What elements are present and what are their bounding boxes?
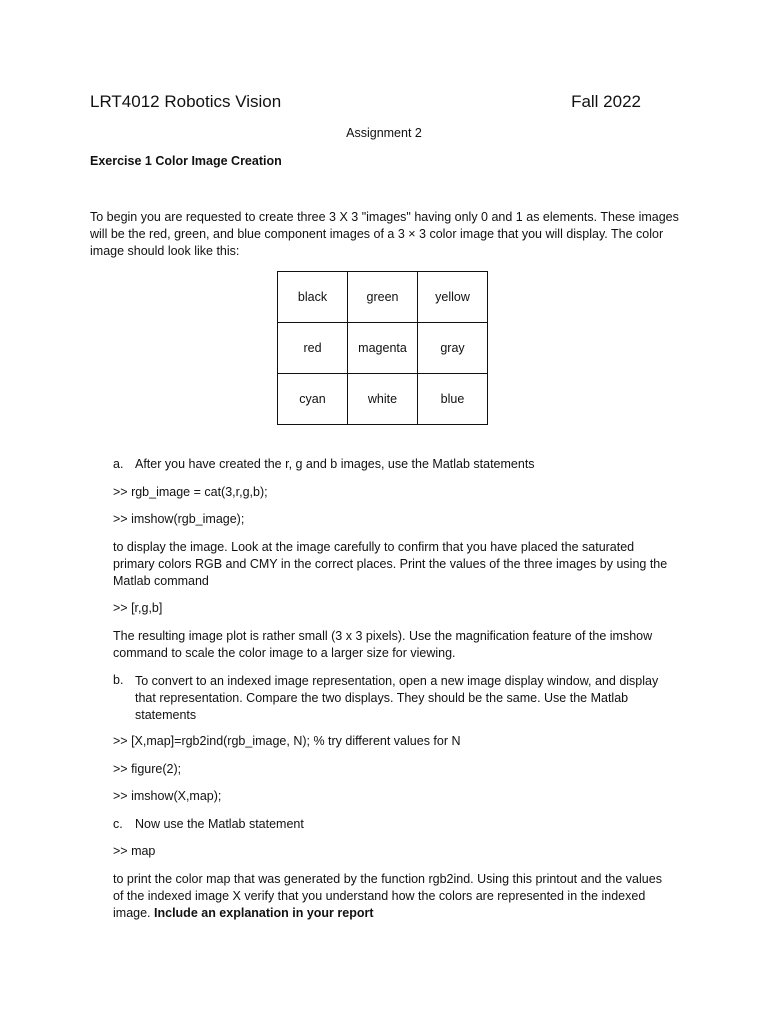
grid-cell: white — [348, 374, 418, 425]
part-c-marker: c. — [113, 817, 123, 831]
part-a-paragraph-2: The resulting image plot is rather small (3 x 3 pixels). Use the magnification feature of the imshow command to scale the color image to a larger size for viewing. — [113, 629, 653, 660]
part-c-paragraph-text: to print the color map that was generated by the function rgb2ind. Using this printout and the values of the indexed image X verify that you understand how the colors are represented in the indexed image. — [113, 872, 662, 920]
grid-cell: gray — [418, 323, 488, 374]
code-line: >> imshow(X,map); — [113, 789, 222, 803]
exercise-title: Exercise 1 Color Image Creation — [90, 154, 282, 168]
grid-cell: magenta — [348, 323, 418, 374]
grid-row — [278, 323, 488, 374]
color-grid-table — [277, 271, 488, 425]
code-line: >> [X,map]=rgb2ind(rgb_image, N); % try different values for N — [113, 734, 461, 748]
grid-row — [278, 374, 488, 425]
code-line: >> rgb_image = cat(3,r,g,b); — [113, 485, 268, 499]
code-line: >> [r,g,b] — [113, 601, 163, 615]
code-line: >> imshow(rgb_image); — [113, 512, 245, 526]
grid-row — [278, 272, 488, 323]
course-title: LRT4012 Robotics Vision — [90, 92, 282, 111]
grid-cell: black — [278, 272, 348, 323]
part-b-marker: b. — [113, 673, 124, 687]
intro-paragraph: To begin you are requested to create three 3 X 3 "images" having only 0 and 1 as elements. These images will be the red, green, and blue component images of a 3 × 3 color image that you will display. The color image should look like this: — [90, 210, 679, 258]
part-a-paragraph: to display the image. Look at the image carefully to confirm that you have placed the saturated primary colors RGB and CMY in the correct places. Print the values of the three images by using the Matlab command — [113, 540, 668, 588]
code-line: >> figure(2); — [113, 762, 182, 776]
assignment-label: Assignment 2 — [346, 126, 422, 140]
code-line: >> map — [113, 844, 156, 858]
grid-cell: yellow — [418, 272, 488, 323]
grid-cell: green — [348, 272, 418, 323]
part-a-text: After you have created the r, g and b images, use the Matlab statements — [135, 457, 535, 471]
part-b-text: To convert to an indexed image representation, open a new image display window, and display that representation. Compare the two displays. They should be the same. Use the Matlab statements — [135, 674, 659, 722]
grid-cell: red — [278, 323, 348, 374]
grid-cell: blue — [418, 374, 488, 425]
part-c-text: Now use the Matlab statement — [135, 817, 304, 831]
report-instruction: Include an explanation in your report — [154, 906, 374, 920]
part-c-paragraph — [113, 871, 673, 922]
part-a-marker: a. — [113, 457, 124, 471]
term-label: Fall 2022 — [571, 92, 641, 111]
grid-cell: cyan — [278, 374, 348, 425]
